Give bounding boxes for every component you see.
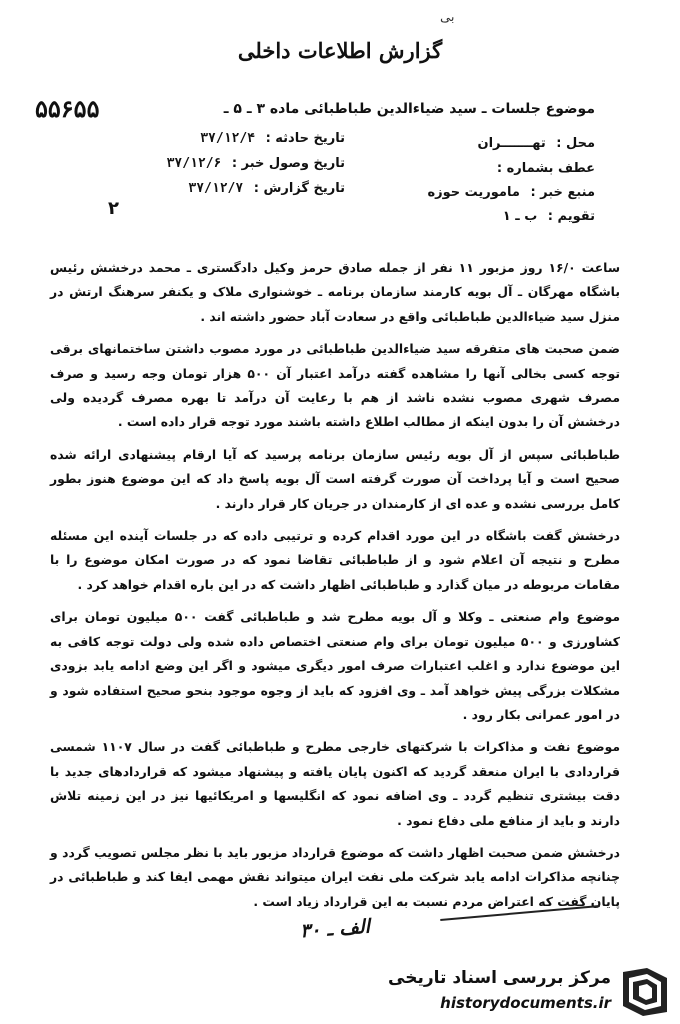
event-date-value: ۳۷/۱۲/۴ [200,131,256,146]
document-title: گزارش اطلاعات داخلی [237,38,443,63]
subject-text: جلسات ـ سید ضیاءالدین طباطبائی ماده ۳ ـ ۵ ـ [223,100,541,117]
paragraph: درخشش گفت باشگاه در این مورد اقدام کرده و ترتیبی داده که در جلسات آینده این مسئله مطرح و نتیجه آن اعلام شود و از طباطبائی تقاضا نمود که در صورت امکان موضوع را با مقامات مربوطه در میان گذارد و طباطبائی اظهار داشت که در این باره اقدام خواهد کرد . [50,528,620,592]
source-field [427,185,595,200]
corner-mark: بی [440,10,455,25]
rating-label: تقویم : [547,209,595,224]
paragraph: درخشش ضمن صحبت اظهار داشت که موضوع قرارداد مزبور باید با نظر مجلس تصویب گردد و چنانچه مذاکرات ادامه یابد شرکت ملی نفت ایران میتواند نقش مهمی ایفا کند و طباطبائی در پایان گفت که اعتراض مردم نسبت به این قرارداد زیاد است . [50,844,620,909]
place-field [478,136,596,151]
receipt-date-label: تاریخ وصول خبر : [231,156,345,171]
place-label: محل : [556,136,595,151]
receipt-date-value: ۳۷/۱۲/۶ [166,156,222,171]
rating-value: ب ـ ۱ [502,209,538,224]
report-date-field [188,181,345,196]
source-value: ماموریت حوزه [427,185,520,200]
margin-mark: ۲ [108,198,119,219]
reference-label: عطف بشماره : [496,161,595,176]
reference-field [491,161,595,176]
receipt-date-field [167,156,345,171]
place-value: تهـــــــران [477,136,546,151]
paragraph: ساعت ۱۶/۰ روز مزبور ۱۱ نفر از جمله صادق حرمز وکیل دادگستری ـ محمد درخشش رئیس باشگاه مهرگان ـ آل بویه کارمند سازمان برنامه ـ خوشنواری ملاک و یکنفر سرهنگ ارتش در منزل سید ضیاءالدین طباطبائی واقع در سعادت آباد حضور داشته اند . [50,260,620,324]
paragraph: طباطبائی سپس از آل بویه رئیس سازمان برنامه پرسید که آیا ارقام پیشنهادی ارائه شده صحیح است و آیا پرداخت آن صورت گرفته است آل بویه پاسخ داد که این موضوع هنوز بطور کامل بررسی نشده و عده ای از کارمندان در جریان کار قرار دارند . [50,446,620,511]
report-date-value: ۳۷/۱۲/۷ [188,181,244,196]
subject-label: موضوع [545,100,595,117]
source-label: منبع خبر : [530,185,595,200]
report-body [50,256,620,922]
subject-row [35,94,595,123]
watermark-url[interactable]: historydocuments.ir [440,994,611,1012]
signature: الف ـ ۳۰ [299,915,371,943]
paragraph: ضمن صحبت های متفرقه سید ضیاءالدین طباطبائی در مورد مصوب داشتن ساختمانهای برقی توجه کسی بخالی آنها را مشاهده گفته درآمد اعتبار آن ۵۰۰ هزار تومان وجه رسید و صرف مصرف شهری مصوب نشده ناشد از هم با رعایت آن درآمد تا بهره مصرف گردیده ولی درخشش آن را بدون اینکه از مطالب اطلاع داشته باشند مورد توجه قرار داده است . [50,341,620,430]
document-number: ۵۵۶۵۵ [35,94,100,123]
event-date-label: تاریخ حادثه : [265,131,345,146]
watermark-name: مرکز بررسی اسناد تاریخی [388,968,611,988]
event-date-field [200,131,345,146]
subject-line [224,101,595,117]
watermark [388,962,673,1020]
rating-field [503,209,595,224]
paragraph: موضوع وام صنعتی ـ وکلا و آل بویه مطرح شد و طباطبائی گفت ۵۰۰ میلیون تومان برای کشاورزی و ۵۰۰ میلیون تومان برای وام صنعتی اختصاص داده شده ولی دولت توجه کافی به این موضوع ندارد و اغلب اعتبارات صرف امور دیگری میشود و اگر این وضع ادامه یابد بزودی مشکلات بزرگی پیش خواهد آمد ـ وی افزود که باید از وجوه موجود بنحو صحیح استفاده شود و در امور عمرانی بکار رود . [50,609,621,722]
report-date-label: تاریخ گزارش : [253,181,345,196]
book-logo-icon [617,964,673,1018]
paragraph: موضوع نفت و مذاکرات با شرکتهای خارجی مطرح و طباطبائی گفت در سال ۱۱۰۷ شمسی قراردادی با ایران منعقد گردید که اکنون پایان یافته و پیشنهاد میشود که قراردادهای جدید با دقت بیشتری تنظیم گردد ـ وی اضافه نمود که انگلیسها و امریکائیها نیز در این زمینه تلاش دارند و باید از منافع ملی دفاع نمود . [50,739,621,828]
